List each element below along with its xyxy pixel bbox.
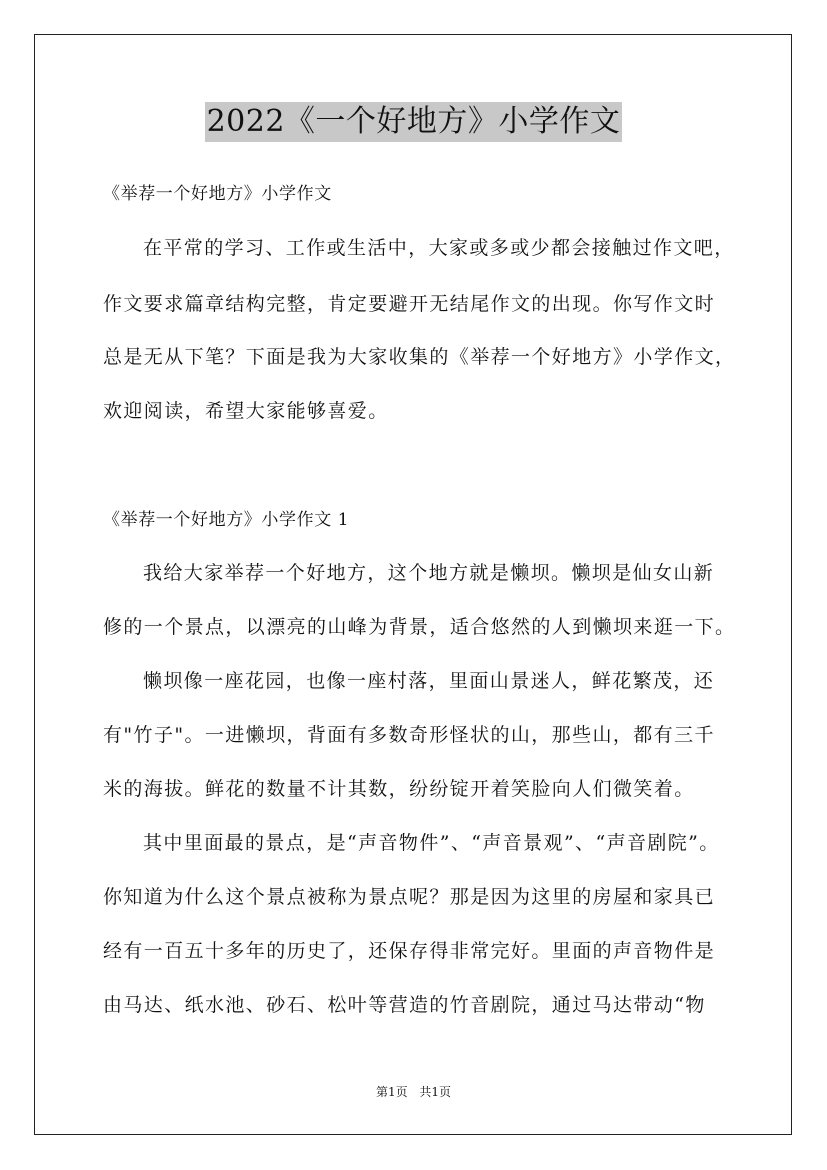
- intro-line: 作文要求篇章结构完整，肯定要避开无结尾作文的出现。你写作文时: [103, 293, 716, 315]
- body-line: 修的一个景点，以漂亮的山峰为背景，适合悠然的人到懒坝来逛一下。: [103, 616, 736, 638]
- body-line: 米的海拔。鲜花的数量不计其数，纷纷锭开着笑脸向人们微笑着。: [103, 778, 695, 800]
- body-line: 其中里面最的景点，是“声音物件”、“声音景观”、“声音剧院”。: [143, 832, 720, 854]
- body-line: 懒坝像一座花园，也像一座村落，里面山景迷人，鲜花繁茂，还: [143, 670, 715, 692]
- body-line: 经有一百五十多年的历史了，还保存得非常完好。里面的声音物件是: [103, 940, 716, 962]
- body-line: 你知道为什么这个景点被称为景点呢？那是因为这里的房屋和家具已: [103, 886, 716, 908]
- document-title: 2022《一个好地方》小学作文: [205, 102, 623, 142]
- page-footer: [0, 1084, 827, 1100]
- subtitle: 《举荐一个好地方》小学作文: [103, 184, 332, 204]
- page-total: 共1页: [419, 1085, 452, 1099]
- title-container: [0, 102, 827, 142]
- body-line: 有"竹子"。一进懒坝，背面有多数奇形怪状的山，那些山，都有三千: [103, 724, 715, 746]
- intro-line: 在平常的学习、工作或生活中，大家或多或少都会接触过作文吧，: [143, 237, 735, 259]
- intro-line: 欢迎阅读，希望大家能够喜爱。: [103, 400, 389, 422]
- body-line: 由马达、纸水池、砂石、松叶等营造的竹音剧院，通过马达带动“物: [103, 994, 706, 1016]
- intro-line: 总是无从下笔？下面是我为大家收集的《举荐一个好地方》小学作文，: [103, 346, 736, 368]
- section-heading: 《举荐一个好地方》小学作文 1: [103, 510, 350, 530]
- body-line: 我给大家举荐一个好地方，这个地方就是懒坝。懒坝是仙女山新: [143, 562, 715, 584]
- page-number: 第1页: [375, 1085, 408, 1099]
